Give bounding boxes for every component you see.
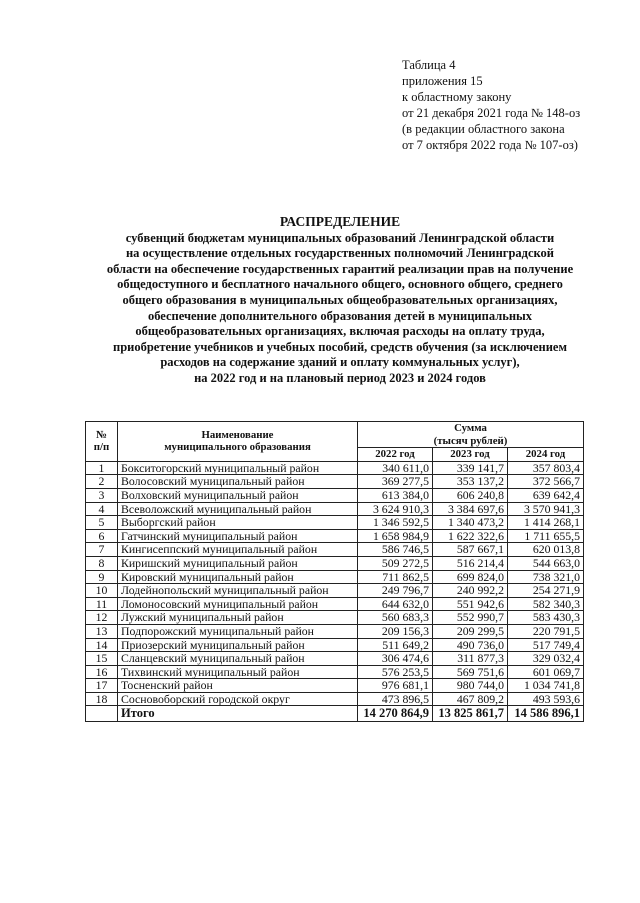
row-number: 9	[86, 570, 118, 584]
title-line: субвенций бюджетам муниципальных образований Ленинградской области	[125, 230, 555, 245]
distribution-table	[85, 421, 584, 722]
amount-2022: 1 658 984,9	[358, 529, 433, 543]
amount-2024: 254 271,9	[508, 584, 584, 598]
amount-2023: 552 990,7	[433, 611, 508, 625]
municipality-name: Лодейнопольский муниципальный район	[118, 584, 358, 598]
municipality-name: Гатчинский муниципальный район	[118, 529, 358, 543]
row-number: 14	[86, 638, 118, 652]
table-row	[86, 556, 584, 570]
amount-2022: 613 384,0	[358, 488, 433, 502]
amount-2022: 306 474,6	[358, 652, 433, 666]
title-line: на осуществление отдельных государственных полномочий Ленинградской	[125, 246, 555, 261]
amount-2023: 339 141,7	[433, 461, 508, 475]
title-line: общеобразовательных организациях, включая расходы на оплату труда,	[135, 324, 545, 339]
header-year-2022: 2022 год	[358, 448, 433, 462]
annex-line: (в редакции областного закона	[402, 122, 565, 136]
amount-2023: 1 622 322,6	[433, 529, 508, 543]
amount-2022: 3 624 910,3	[358, 502, 433, 516]
annex-reference	[402, 57, 580, 153]
document-title	[60, 214, 620, 387]
row-number: 12	[86, 611, 118, 625]
row-number: 11	[86, 597, 118, 611]
annex-line: к областному закону	[402, 90, 512, 104]
amount-2022: 1 346 592,5	[358, 516, 433, 530]
amount-2022: 644 632,0	[358, 597, 433, 611]
amount-2023: 551 942,6	[433, 597, 508, 611]
row-number: 6	[86, 529, 118, 543]
row-number: 2	[86, 475, 118, 489]
amount-2022: 586 746,5	[358, 543, 433, 557]
amount-2024: 517 749,4	[508, 638, 584, 652]
amount-2022: 249 796,7	[358, 584, 433, 598]
amount-2022: 209 156,3	[358, 624, 433, 638]
annex-line: от 7 октября 2022 года № 107-оз)	[402, 138, 578, 152]
table-body	[86, 461, 584, 722]
table-row	[86, 570, 584, 584]
header-row	[86, 422, 584, 448]
amount-2022: 340 611,0	[358, 461, 433, 475]
row-number: 7	[86, 543, 118, 557]
amount-2022: 369 277,5	[358, 475, 433, 489]
table-row	[86, 529, 584, 543]
annex-line: Таблица 4	[402, 58, 456, 72]
amount-2024: 493 593,6	[508, 692, 584, 706]
table-row	[86, 611, 584, 625]
table-row	[86, 584, 584, 598]
title-main: РАСПРЕДЕЛЕНИЕ	[279, 214, 401, 229]
row-number: 16	[86, 665, 118, 679]
total-label: Итого	[118, 706, 358, 722]
amount-2024: 1 034 741,8	[508, 679, 584, 693]
row-number: 17	[86, 679, 118, 693]
amount-2022: 473 896,5	[358, 692, 433, 706]
amount-2024: 601 069,7	[508, 665, 584, 679]
municipality-name: Бокситогорский муниципальный район	[118, 461, 358, 475]
amount-2023: 311 877,3	[433, 652, 508, 666]
municipality-name: Ломоносовский муниципальный район	[118, 597, 358, 611]
title-line: на 2022 год и на плановый период 2023 и 2024 годов	[194, 370, 486, 385]
amount-2024: 3 570 941,3	[508, 502, 584, 516]
amount-2024: 582 340,3	[508, 597, 584, 611]
amount-2023: 980 744,0	[433, 679, 508, 693]
amount-2022: 711 862,5	[358, 570, 433, 584]
row-number: 3	[86, 488, 118, 502]
annex-line: приложения 15	[402, 74, 483, 88]
amount-2023: 699 824,0	[433, 570, 508, 584]
amount-2023: 1 340 473,2	[433, 516, 508, 530]
amount-2023: 467 809,2	[433, 692, 508, 706]
row-number: 4	[86, 502, 118, 516]
amount-2024: 583 430,3	[508, 611, 584, 625]
amount-2022: 576 253,5	[358, 665, 433, 679]
amount-2022: 511 649,2	[358, 638, 433, 652]
header-year-2024: 2024 год	[508, 448, 584, 462]
municipality-name: Выборгский район	[118, 516, 358, 530]
amount-2022: 560 683,3	[358, 611, 433, 625]
amount-2023: 3 384 697,6	[433, 502, 508, 516]
total-2023: 13 825 861,7	[433, 706, 508, 722]
municipality-name: Кингисеппский муниципальный район	[118, 543, 358, 557]
table-row	[86, 502, 584, 516]
municipality-name: Лужский муниципальный район	[118, 611, 358, 625]
table-row	[86, 679, 584, 693]
table-row	[86, 624, 584, 638]
amount-2023: 209 299,5	[433, 624, 508, 638]
table-row	[86, 516, 584, 530]
amount-2024: 620 013,8	[508, 543, 584, 557]
header-number-line1: №	[96, 428, 107, 441]
amount-2024: 372 566,7	[508, 475, 584, 489]
municipality-name: Кировский муниципальный район	[118, 570, 358, 584]
header-name-line1: Наименование	[201, 428, 274, 441]
row-number: 15	[86, 652, 118, 666]
amount-2024: 329 032,4	[508, 652, 584, 666]
amount-2023: 587 667,1	[433, 543, 508, 557]
amount-2024: 639 642,4	[508, 488, 584, 502]
table-row	[86, 638, 584, 652]
row-number: 18	[86, 692, 118, 706]
title-line: расходов на содержание зданий и оплату коммунальных услуг),	[160, 355, 520, 370]
row-number: 8	[86, 556, 118, 570]
amount-2023: 490 736,0	[433, 638, 508, 652]
title-line: общедоступного и бесплатного начального общего, основного общего, среднего	[117, 277, 563, 292]
table-row	[86, 488, 584, 502]
amount-2022: 509 272,5	[358, 556, 433, 570]
table-row	[86, 597, 584, 611]
amount-2024: 1 414 268,1	[508, 516, 584, 530]
row-number: 5	[86, 516, 118, 530]
table-row	[86, 543, 584, 557]
header-year-2023: 2023 год	[433, 448, 508, 462]
title-line: обеспечение дополнительного образования детей в муниципальных	[147, 308, 533, 323]
header-sum-line2: (тысяч рублей)	[433, 434, 508, 447]
title-line: общего образования в муниципальных общеобразовательных организациях,	[122, 292, 558, 307]
amount-2023: 569 751,6	[433, 665, 508, 679]
header-sum	[358, 422, 584, 448]
row-number: 13	[86, 624, 118, 638]
row-number: 1	[86, 461, 118, 475]
municipality-name: Киришский муниципальный район	[118, 556, 358, 570]
municipality-name: Волховский муниципальный район	[118, 488, 358, 502]
municipality-name: Сосновоборский городской округ	[118, 692, 358, 706]
municipality-name: Всеволожский муниципальный район	[118, 502, 358, 516]
annex-line: от 21 декабря 2021 года № 148-оз	[402, 106, 581, 120]
header-number-line2: п/п	[93, 441, 110, 454]
amount-2024: 544 663,0	[508, 556, 584, 570]
table-row	[86, 692, 584, 706]
amount-2024: 1 711 655,5	[508, 529, 584, 543]
header-name	[118, 422, 358, 462]
municipality-name: Подпорожский муниципальный район	[118, 624, 358, 638]
total-2024: 14 586 896,1	[508, 706, 584, 722]
table-row	[86, 665, 584, 679]
amount-2024: 738 321,0	[508, 570, 584, 584]
header-sum-line1: Сумма	[454, 422, 487, 434]
table-row	[86, 461, 584, 475]
total-2022: 14 270 864,9	[358, 706, 433, 722]
municipality-name: Волосовский муниципальный район	[118, 475, 358, 489]
title-line: приобретение учебников и учебных пособий, средств обучения (за исключением	[113, 339, 567, 354]
amount-2022: 976 681,1	[358, 679, 433, 693]
header-name-line2: муниципального образования	[164, 441, 311, 454]
total-number-empty	[86, 706, 118, 722]
total-row	[86, 706, 584, 722]
table-row	[86, 652, 584, 666]
amount-2023: 606 240,8	[433, 488, 508, 502]
amount-2024: 220 791,5	[508, 624, 584, 638]
municipality-name: Тихвинский муниципальный район	[118, 665, 358, 679]
header-number	[86, 422, 118, 462]
amount-2023: 353 137,2	[433, 475, 508, 489]
amount-2023: 240 992,2	[433, 584, 508, 598]
amount-2023: 516 214,4	[433, 556, 508, 570]
amount-2024: 357 803,4	[508, 461, 584, 475]
table-row	[86, 475, 584, 489]
municipality-name: Сланцевский муниципальный район	[118, 652, 358, 666]
title-line: области на обеспечение государственных гарантий реализации прав на получение	[106, 261, 574, 276]
municipality-name: Приозерский муниципальный район	[118, 638, 358, 652]
row-number: 10	[86, 584, 118, 598]
municipality-name: Тосненский район	[118, 679, 358, 693]
